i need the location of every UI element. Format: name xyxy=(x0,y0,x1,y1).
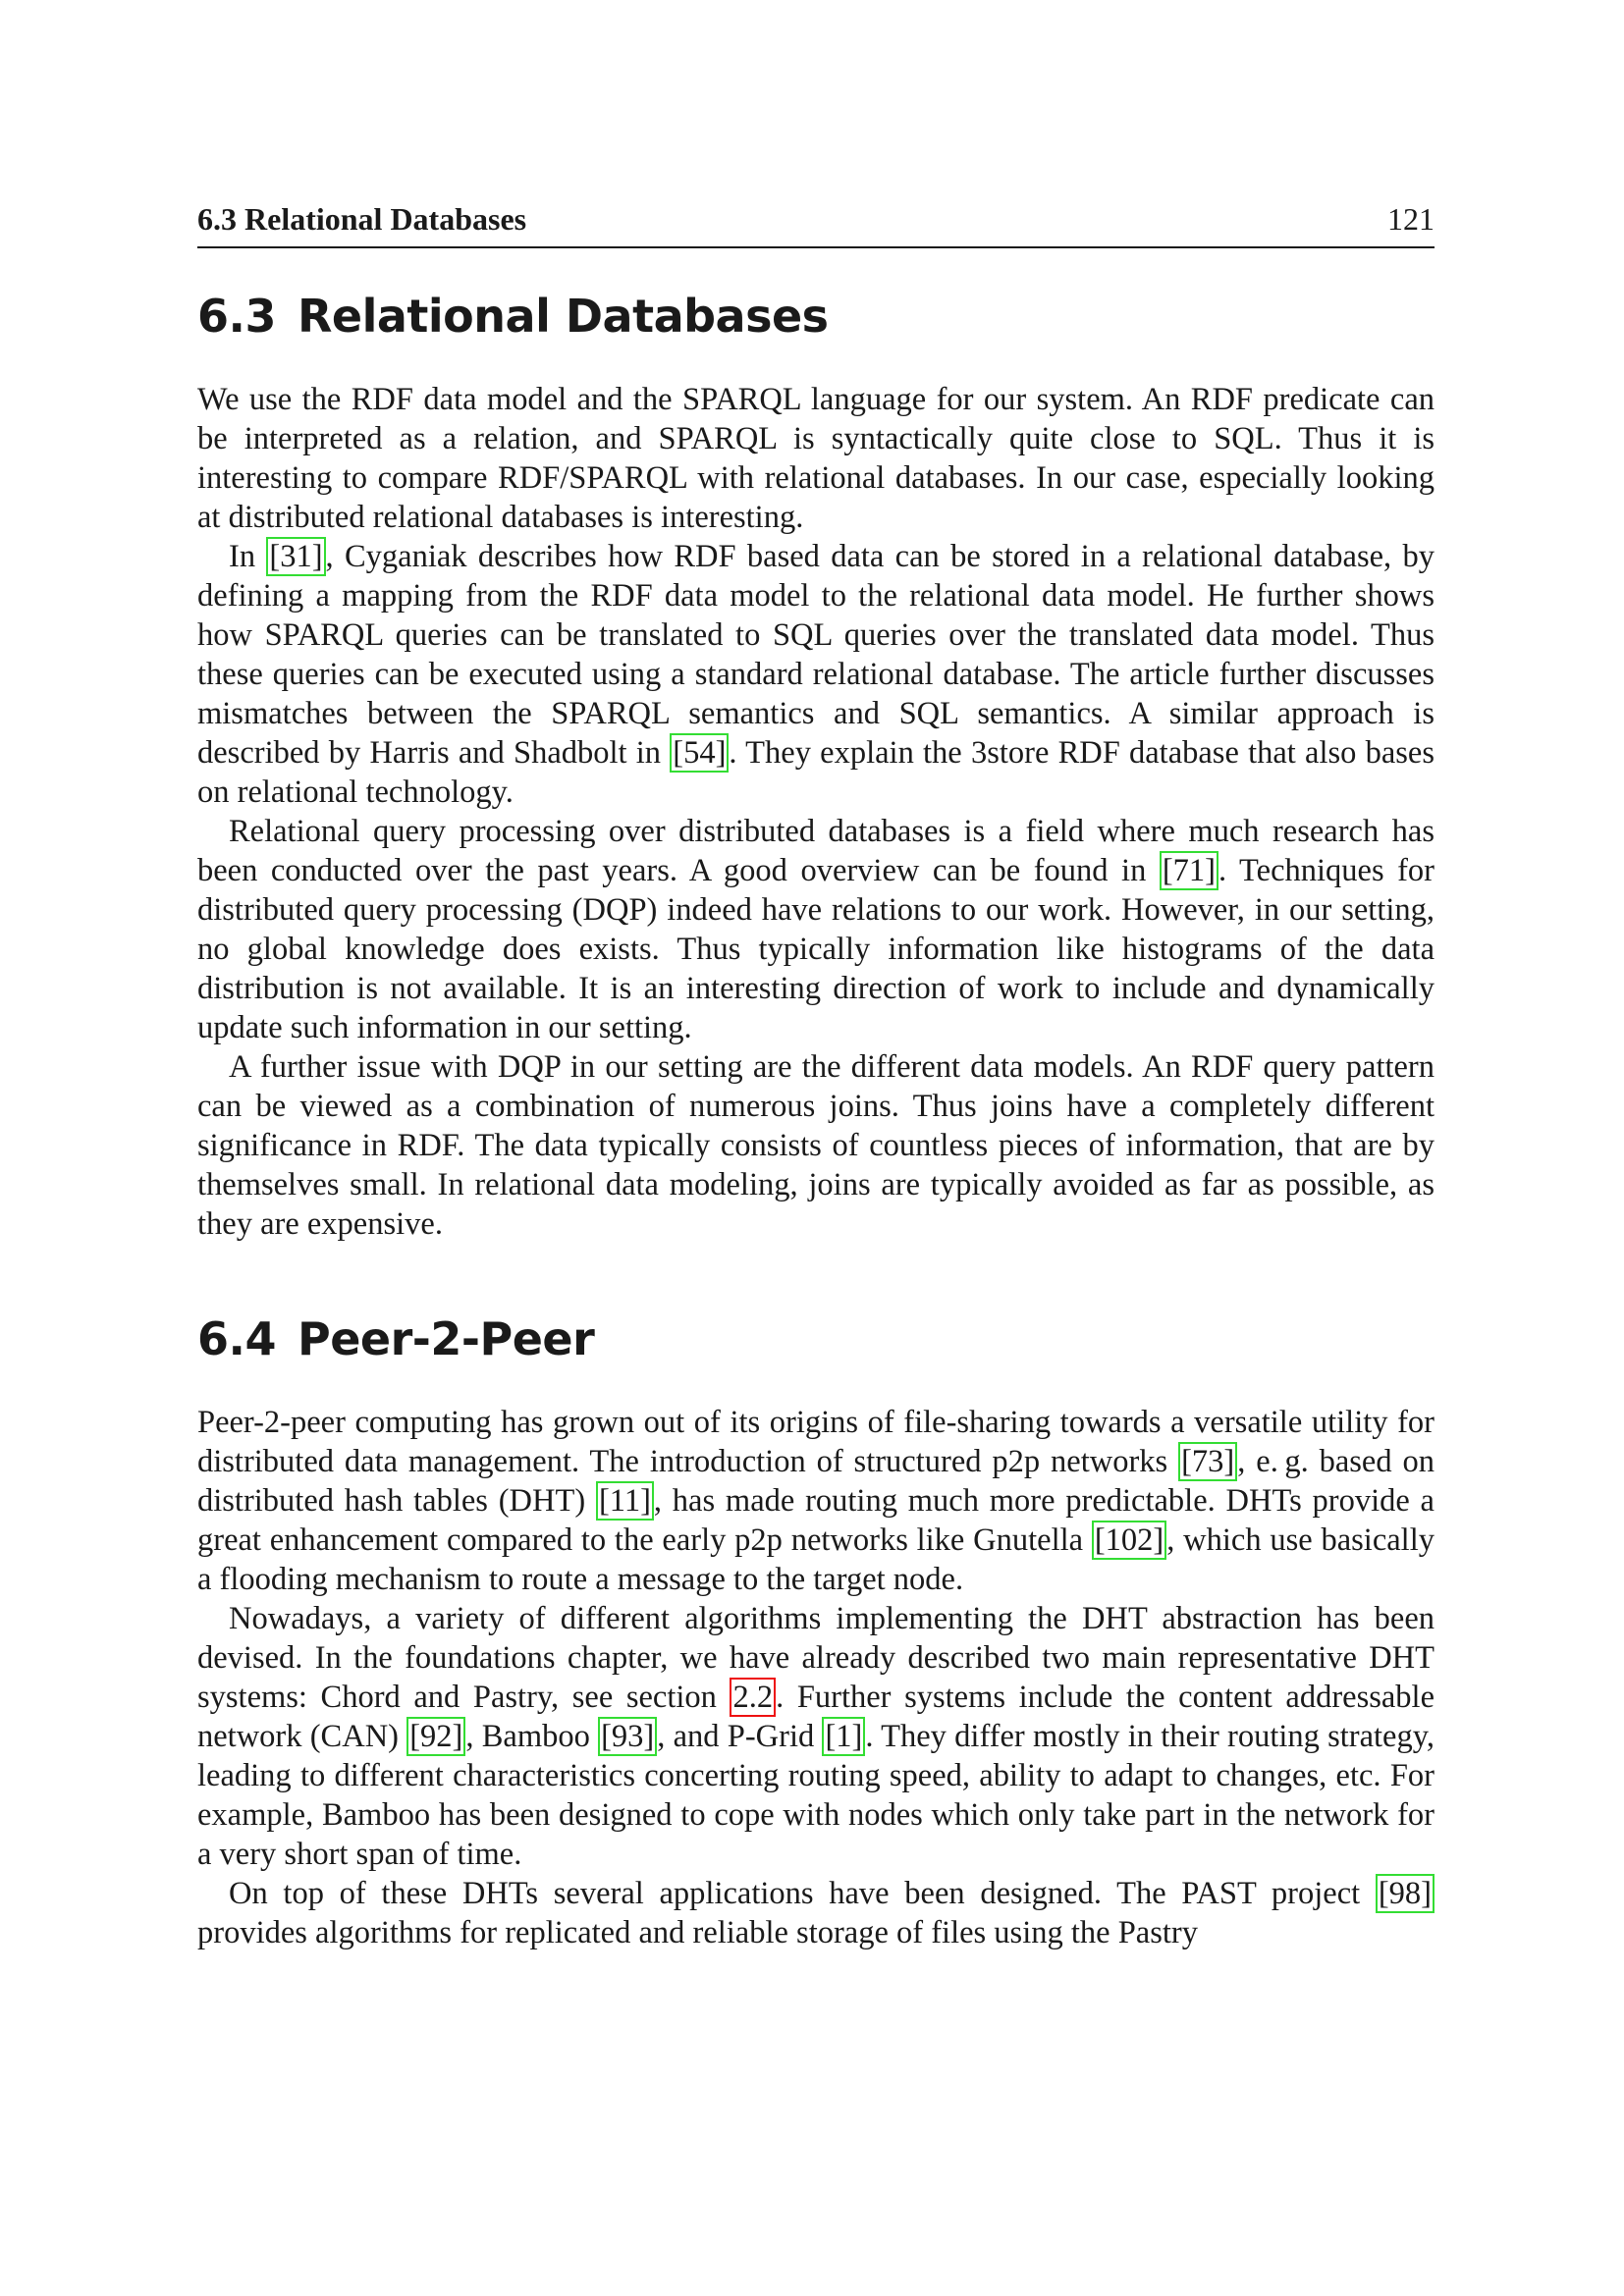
text-run: On top of these DHTs several applications have been designed. The PAST project xyxy=(229,1876,1376,1911)
running-head-title: 6.3 Relational Databases xyxy=(197,201,527,237)
paragraph xyxy=(197,1403,1435,1599)
citation-link[interactable]: [54] xyxy=(670,733,729,773)
text-run: . They differ mostly in their routing strategy, leading to different characteristics concerting routing speed, ability to adapt to changes, etc. For example, Bamboo has been designed to cope with nodes which only take part in the network for a very short span of time. xyxy=(197,1719,1435,1872)
section-heading-relational-databases xyxy=(197,290,1435,343)
paragraph: A further issue with DQP in our setting are the different data models. An RDF query pattern can be viewed as a combination of numerous joins. Thus joins have a completely different significance in RDF. The data typically consists of countless pieces of information, that are by themselves small. In relational data modeling, joins are typically avoided as far as possible, as they are expensive. xyxy=(197,1049,1435,1242)
citation-link[interactable]: [73] xyxy=(1178,1442,1237,1481)
citation-link[interactable]: [102] xyxy=(1092,1521,1166,1560)
text-run: In xyxy=(229,539,267,574)
text-run: Nowadays, a variety of different algorithms implementing the DHT abstraction has been devised. In the foundations chapter, we have already described two main representative DHT systems: Chord and Pastry, see section xyxy=(197,1601,1435,1715)
citation-link[interactable]: [1] xyxy=(822,1717,865,1756)
text-run: Peer-2-peer computing has grown out of its origins of file-sharing towards a versatile utility for distributed data management. The introduction of structured p2p networks xyxy=(197,1405,1435,1479)
paragraph xyxy=(197,537,1435,812)
citation-link[interactable]: [71] xyxy=(1160,851,1218,890)
section-crossref-link[interactable]: 2.2 xyxy=(730,1678,776,1717)
text-run: , Bamboo xyxy=(465,1719,599,1754)
text-run: . Techniques for distributed query processing (DQP) indeed have relations to our work. However, in our setting, no global knowledge does exists. Thus typically information like histograms of the data distribution is not available. It is an interesting direction of work to include and dynamically update such information in our setting. xyxy=(197,853,1435,1045)
section-title: Peer-2-Peer xyxy=(298,1312,595,1365)
text-run: , and P-Grid xyxy=(657,1719,823,1754)
running-head xyxy=(197,201,1435,248)
citation-link[interactable]: [98] xyxy=(1376,1874,1435,1913)
paragraph: We use the RDF data model and the SPARQL language for our system. An RDF predicate can be interpreted as a relation, and SPARQL is syntactically quite close to SQL. Thus it is interesting to compare RDF/SPARQL with relational databases. In our case, especially looking at distributed relational databases is interesting. xyxy=(197,382,1435,535)
paragraph xyxy=(197,1874,1435,1952)
paragraph xyxy=(197,812,1435,1047)
text-run: , Cyganiak describes how RDF based data can be stored in a relational database, by defining a mapping from the RDF data model to the relational data model. He further shows how SPARQL queries can be translated to SQL queries over the translated data model. Thus these queries can be executed using a standard relational database. The article further discusses mismatches between the SPARQL semantics and SQL semantics. A similar approach is described by Harris and Shadbolt in xyxy=(197,539,1435,771)
text-run: , has made routing much more predictable. DHTs provide a great enhancement compared to the early p2p networks like Gnutella xyxy=(197,1483,1435,1558)
section-number: 6.3 xyxy=(197,290,276,343)
page-number: 121 xyxy=(1387,201,1435,237)
text-run: Relational query processing over distributed databases is a field where much research has been conducted over the past years. A good overview can be found in xyxy=(197,814,1435,888)
paragraph xyxy=(197,1599,1435,1874)
citation-link[interactable]: [93] xyxy=(598,1717,657,1756)
section-heading-peer-2-peer xyxy=(197,1312,1435,1365)
citation-link[interactable]: [31] xyxy=(266,537,325,576)
text-run: , which use basically a flooding mechanism to route a message to the target node. xyxy=(197,1522,1435,1597)
section-title: Relational Databases xyxy=(298,290,829,343)
citation-link[interactable]: [92] xyxy=(406,1717,465,1756)
text-run: , e. g. based on distributed hash tables (DHT) xyxy=(197,1444,1435,1519)
citation-link[interactable]: [11] xyxy=(596,1481,654,1521)
section-body-relational-databases xyxy=(197,380,1435,1244)
section-number: 6.4 xyxy=(197,1312,276,1365)
section-body-peer-2-peer xyxy=(197,1403,1435,1952)
text-run: . They explain the 3store RDF database that also bases on relational technology. xyxy=(197,735,1435,810)
page xyxy=(197,201,1435,1952)
text-run: . Further systems include the content addressable network (CAN) xyxy=(197,1680,1435,1754)
text-run: provides algorithms for replicated and reliable storage of files using the Pastry xyxy=(197,1915,1198,1950)
